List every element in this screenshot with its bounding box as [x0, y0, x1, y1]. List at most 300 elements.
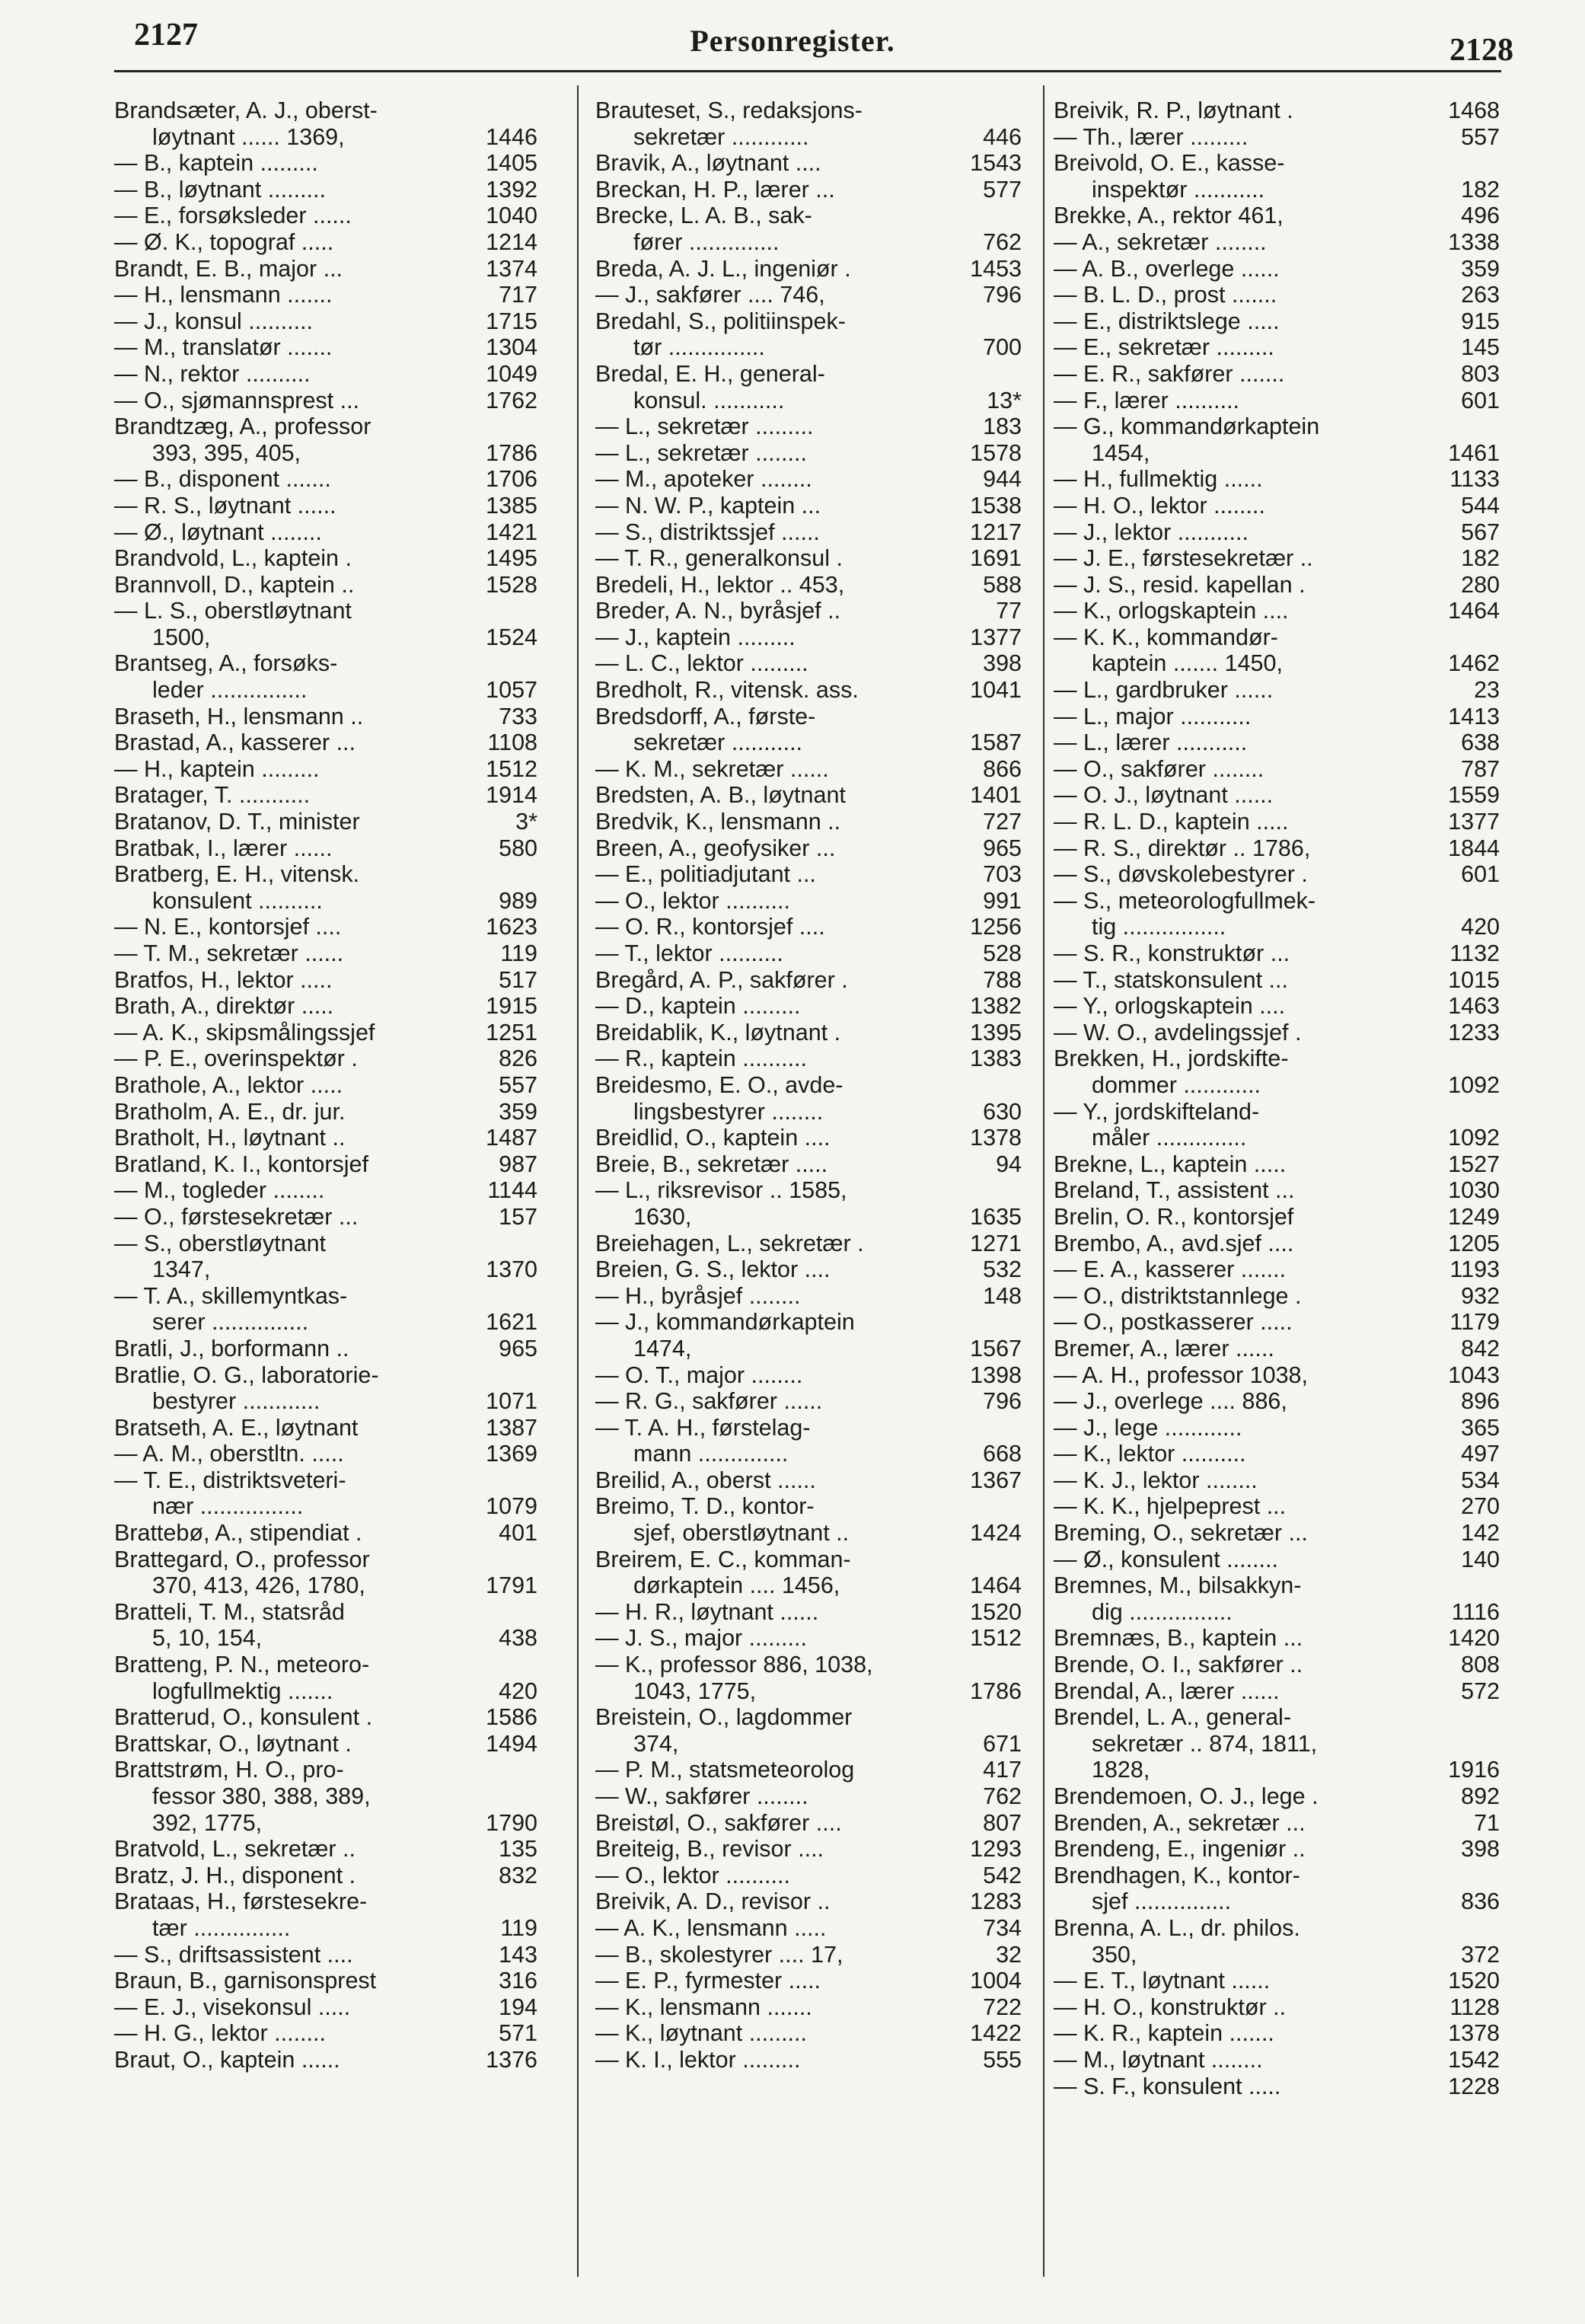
register-entry	[1054, 1204, 1500, 1231]
entry-name: Breidlid, O., kaptein ....	[595, 1125, 831, 1151]
register-entry	[1054, 1309, 1500, 1336]
page-reference: 1586	[483, 1704, 537, 1731]
entry-name: Brattegard, O., professor	[114, 1546, 370, 1572]
entry-name: Bredholt, R., vitensk. ass.	[595, 677, 859, 704]
page-reference: 1041	[967, 677, 1022, 704]
page-reference: 1283	[967, 1888, 1022, 1915]
entry-name: — T. E., distriktsveteri-	[114, 1467, 346, 1493]
register-entry	[114, 729, 537, 756]
entry-continuation: konsul. ...........	[633, 387, 785, 413]
register-entry	[595, 1283, 1022, 1310]
register-entry	[114, 1125, 537, 1151]
entry-name: — H., kaptein .........	[114, 755, 320, 782]
entry-name: Bratvold, L., sekretær ..	[114, 1836, 356, 1863]
entry-name: Bregård, A. P., sakfører .	[595, 966, 848, 993]
entry-name: — E., politiadjutant ...	[595, 861, 816, 888]
entry-name: — H., lensmann .......	[114, 282, 333, 308]
register-entry	[595, 308, 1022, 361]
page-reference: 1395	[967, 1020, 1022, 1046]
entry-name: Breilid, A., oberst ......	[595, 1467, 816, 1493]
page-reference: 1587	[967, 729, 1022, 756]
page-reference: 803	[1458, 361, 1500, 388]
entry-name: — S., oberstløytnant	[114, 1230, 326, 1256]
register-entry	[1054, 572, 1500, 599]
register-entry	[595, 1231, 1022, 1257]
page-reference: 1383	[967, 1045, 1022, 1072]
entry-name: — S., døvskolebestyrer .	[1054, 861, 1308, 888]
entry-name: Brath, A., direktør .....	[114, 993, 334, 1020]
entry-name: Bratbak, I., lærer ......	[114, 835, 333, 861]
entry-continuation: serer ...............	[152, 1309, 309, 1336]
register-entry	[1054, 2020, 1500, 2047]
page-reference: 915	[1458, 308, 1500, 335]
entry-continuation: bestyrer ............	[152, 1388, 321, 1415]
register-entry	[595, 1599, 1022, 1626]
entry-name: Brandtzæg, A., professor	[114, 413, 372, 440]
page-reference: 1040	[483, 203, 537, 229]
page-reference: 1374	[483, 256, 537, 283]
register-entry	[1054, 1678, 1500, 1705]
register-entry	[595, 1388, 1022, 1415]
entry-continuation: tær ...............	[152, 1914, 291, 1941]
page-reference: 668	[980, 1441, 1022, 1467]
register-entry	[114, 1520, 537, 1547]
register-entry	[114, 1020, 537, 1046]
page-reference: 1193	[1446, 1256, 1500, 1283]
entry-name: — B., skolestyrer .... 17,	[595, 1941, 844, 1968]
entry-continuation: 350,	[1092, 1941, 1137, 1968]
page-reference: 991	[980, 888, 1022, 915]
entry-name: — O. J., løytnant ......	[1054, 782, 1274, 809]
page-reference: 1079	[483, 1493, 537, 1520]
register-entry	[1054, 1467, 1500, 1494]
entry-name: Breirem, E. C., komman-	[595, 1546, 851, 1572]
page-reference: 32	[993, 1942, 1022, 1968]
page-reference: 1691	[967, 545, 1022, 572]
page-reference: 1377	[1445, 809, 1500, 835]
page-reference: 965	[496, 1336, 537, 1362]
entry-name: — A. B., overlege ......	[1054, 255, 1280, 282]
entry-name: Breidablik, K., løytnant .	[595, 1019, 841, 1045]
page-reference: 398	[1458, 1836, 1500, 1863]
entry-name: — O., postkasserer .....	[1054, 1309, 1293, 1336]
page-reference: 1367	[967, 1467, 1022, 1494]
entry-name: Breland, T., assistent ...	[1054, 1177, 1295, 1204]
entry-continuation: 1043, 1775,	[633, 1678, 757, 1704]
page-reference: 1528	[483, 572, 537, 599]
page-reference: 1398	[967, 1362, 1022, 1389]
page-reference: 534	[1458, 1467, 1500, 1494]
entry-name: Bremer, A., lærer ......	[1054, 1335, 1274, 1362]
register-entry	[114, 466, 537, 493]
register-entry	[595, 1072, 1022, 1125]
page-reference: 1524	[483, 624, 537, 651]
entry-name: — O., førstesekretær ...	[114, 1203, 359, 1230]
register-entry	[595, 1863, 1022, 1889]
entry-name: Breistein, O., lagdommer	[595, 1704, 853, 1731]
page-reference: 601	[1458, 388, 1500, 414]
entry-name: Brastad, A., kasserer ...	[114, 729, 356, 756]
register-entry	[114, 1362, 537, 1415]
entry-name: Brenna, A. L., dr. philos.	[1054, 1914, 1300, 1941]
entry-name: — M., translatør .......	[114, 334, 333, 361]
register-entry	[114, 809, 537, 835]
page-reference: 1543	[967, 150, 1022, 177]
register-entry	[1054, 361, 1500, 388]
page-reference: 23	[1471, 677, 1500, 704]
register-entry	[114, 1731, 537, 1757]
entry-name: — H. G., lektor ........	[114, 2020, 326, 2047]
register-entry	[114, 150, 537, 177]
entry-name: Brantseg, A., forsøks-	[114, 650, 338, 677]
page-reference: 1382	[967, 993, 1022, 1020]
page-reference: 896	[1458, 1388, 1500, 1415]
entry-name: — K. K., hjelpeprest ...	[1054, 1493, 1287, 1520]
page-reference: 182	[1458, 545, 1500, 572]
entry-name: — O., distriktstannlege .	[1054, 1282, 1302, 1309]
entry-continuation: 370, 413, 426, 1780,	[152, 1572, 365, 1599]
page-reference: 446	[980, 124, 1022, 151]
register-entry	[1054, 1863, 1500, 1915]
page-reference: 1293	[967, 1836, 1022, 1863]
register-entry	[595, 1783, 1022, 1810]
register-entry	[114, 1204, 537, 1231]
entry-name: — J. E., førstesekretær ..	[1054, 545, 1313, 572]
register-entry	[114, 1177, 537, 1204]
register-entry	[1054, 782, 1500, 809]
entry-name: Brandvold, L., kaptein .	[114, 545, 352, 572]
entry-name: — E. A., kasserer .......	[1054, 1256, 1287, 1283]
header-rule	[114, 70, 1501, 72]
page-reference: 1217	[967, 519, 1022, 546]
entry-name: Brende, O. I., sakfører ..	[1054, 1652, 1303, 1678]
page-reference: 944	[980, 466, 1022, 493]
page-reference: 544	[1458, 493, 1500, 519]
entry-name: — J., kommandørkaptein	[595, 1309, 855, 1336]
entry-name: — T. A., skillemyntkas-	[114, 1282, 348, 1309]
page-reference: 572	[1458, 1678, 1500, 1705]
page-reference: 787	[1458, 756, 1500, 783]
page-reference: 496	[1458, 203, 1500, 229]
entry-name: Brandsæter, A. J., oberst-	[114, 97, 378, 123]
register-entry	[114, 1888, 537, 1941]
entry-name: Breen, A., geofysiker ...	[595, 835, 836, 861]
page-reference: 1256	[967, 914, 1022, 940]
entry-name: — D., kaptein .........	[595, 993, 801, 1020]
page-reference: 1635	[967, 1204, 1022, 1231]
entry-name: Bratz, J. H., disponent .	[114, 1862, 356, 1888]
entry-name: — E., forsøksleder ......	[114, 203, 352, 229]
page-reference: 183	[980, 413, 1022, 440]
register-entry	[114, 704, 537, 730]
entry-name: — E., distriktslege .....	[1054, 308, 1280, 334]
entry-name: Brendhagen, K., kontor-	[1054, 1862, 1300, 1888]
register-entry	[1054, 1099, 1500, 1151]
register-column-1	[114, 97, 537, 2073]
register-entry	[595, 1625, 1022, 1652]
register-entry	[595, 1125, 1022, 1151]
page-reference: 1251	[483, 1020, 537, 1046]
entry-name: — L., gardbruker ......	[1054, 677, 1274, 704]
page-reference: 270	[1458, 1493, 1500, 1520]
page-reference: 965	[980, 835, 1022, 862]
page-reference: 71	[1471, 1810, 1500, 1837]
entry-name: — J., overlege .... 886,	[1054, 1388, 1287, 1415]
page-reference: 1422	[967, 2020, 1022, 2047]
page-reference: 1512	[967, 1625, 1022, 1652]
register-entry	[595, 704, 1022, 756]
page-reference: 1144	[484, 1177, 537, 1204]
entry-name: Breimo, T. D., kontor-	[595, 1493, 815, 1520]
page-reference: 398	[980, 650, 1022, 677]
page-reference: 671	[980, 1731, 1022, 1757]
register-entry	[595, 150, 1022, 177]
page-reference: 1030	[1445, 1177, 1500, 1204]
register-entry	[1054, 1783, 1500, 1810]
register-entry	[114, 1836, 537, 1863]
register-entry	[595, 1757, 1022, 1783]
page-reference: 1116	[1449, 1599, 1500, 1626]
entry-name: — O. T., major ........	[595, 1362, 803, 1388]
entry-continuation: kaptein ....... 1450,	[1092, 650, 1283, 677]
register-entry	[595, 545, 1022, 572]
entry-continuation: nær ................	[152, 1493, 304, 1520]
page-reference: 194	[496, 1994, 537, 2021]
register-entry	[114, 545, 537, 572]
page-reference: 1385	[483, 493, 537, 519]
register-entry	[595, 782, 1022, 809]
entry-name: — K., løytnant .........	[595, 2020, 807, 2047]
entry-name: — J., kaptein .........	[595, 624, 796, 650]
entry-name: — N. E., kontorsjef ....	[114, 914, 342, 940]
register-entry	[1054, 1968, 1500, 1994]
register-entry	[595, 2047, 1022, 2073]
page-reference: 1057	[483, 677, 537, 704]
page-reference: 1464	[1445, 598, 1500, 624]
register-entry	[595, 1652, 1022, 1704]
entry-name: Breder, A. N., byråsjef ..	[595, 598, 841, 624]
register-entry	[595, 413, 1022, 440]
entry-name: Brenden, A., sekretær ...	[1054, 1809, 1306, 1836]
entry-continuation: måler ..............	[1092, 1125, 1247, 1151]
entry-name: Bratseth, A. E., løytnant	[114, 1414, 359, 1441]
register-entry	[1054, 1704, 1500, 1757]
page-reference: 1715	[483, 308, 537, 335]
page-reference: 1916	[1445, 1757, 1500, 1783]
page-reference: 1377	[967, 624, 1022, 651]
entry-name: — P. M., statsmeteorolog	[595, 1757, 855, 1783]
register-entry	[1054, 1493, 1500, 1520]
register-entry	[114, 1441, 537, 1467]
page-reference: 703	[980, 861, 1022, 888]
register-entry	[1054, 861, 1500, 888]
page-reference: 577	[980, 177, 1022, 203]
register-entry	[114, 1968, 537, 1994]
entry-name: Bredsten, A. B., løytnant	[595, 782, 846, 809]
entry-name: Bratterud, O., konsulent .	[114, 1704, 373, 1731]
register-entry	[595, 1309, 1022, 1362]
entry-name: Bredeli, H., lektor .. 453,	[595, 571, 845, 598]
entry-continuation: sekretær .. 874, 1811,	[1092, 1730, 1318, 1757]
register-entry	[595, 203, 1022, 255]
page-reference: 365	[1458, 1415, 1500, 1441]
register-entry	[114, 756, 537, 783]
entry-name: — S., meteorologfullmek-	[1054, 887, 1316, 914]
page-reference: 140	[1458, 1547, 1500, 1573]
register-entry	[114, 993, 537, 1020]
register-entry	[1054, 993, 1500, 1020]
register-entry	[595, 572, 1022, 599]
page-reference: 1578	[967, 440, 1022, 467]
page-number-left: 2127	[134, 18, 198, 53]
entry-continuation: dig ................	[1092, 1598, 1233, 1625]
page-reference: 557	[496, 1072, 537, 1099]
entry-name: Bratland, K. I., kontorsjef	[114, 1151, 368, 1177]
page-reference: 571	[496, 2020, 537, 2047]
page-reference: 601	[1458, 861, 1500, 888]
entry-name: — K., lektor ..........	[1054, 1441, 1246, 1467]
entry-name: Breidesmo, E. O., avde-	[595, 1071, 844, 1098]
entry-name: Breda, A. J. L., ingeniør .	[595, 255, 851, 282]
register-entry	[114, 835, 537, 862]
register-entry	[1054, 598, 1500, 624]
register-entry	[114, 1547, 537, 1599]
entry-name: — Y., jordskifteland-	[1054, 1098, 1260, 1125]
register-entry	[1054, 1388, 1500, 1415]
entry-continuation: 392, 1775,	[152, 1809, 263, 1836]
register-entry	[114, 1072, 537, 1099]
register-entry	[114, 229, 537, 256]
entry-continuation: 1454,	[1092, 439, 1150, 466]
page-reference: 420	[1458, 914, 1500, 940]
register-entry	[114, 519, 537, 546]
register-entry	[595, 1177, 1022, 1230]
entry-name: — R. S., løytnant ......	[114, 492, 336, 519]
register-entry	[1054, 413, 1500, 466]
entry-name: — O., lektor ..........	[595, 887, 790, 914]
entry-name: Brembo, A., avd.sjef ....	[1054, 1230, 1294, 1256]
register-entry	[1054, 704, 1500, 730]
page-reference: 1338	[1445, 229, 1500, 256]
register-entry	[114, 1599, 537, 1652]
page-reference: 182	[1458, 177, 1500, 203]
entry-name: — R. G., sakfører ......	[595, 1388, 823, 1415]
entry-continuation: sjef, oberstløytnant ..	[633, 1520, 850, 1547]
entry-name: — A. K., skipsmålingssjef	[114, 1019, 375, 1045]
page-number-right: 2128	[1449, 33, 1513, 68]
register-entry	[595, 1467, 1022, 1494]
page-reference: 932	[1458, 1283, 1500, 1310]
entry-name: Breivold, O. E., kasse-	[1054, 150, 1285, 177]
entry-name: — H., fullmektig ......	[1054, 466, 1263, 493]
register-entry	[595, 967, 1022, 994]
register-entry	[1054, 2073, 1500, 2100]
page-reference: 1914	[483, 782, 537, 809]
register-entry	[1054, 1572, 1500, 1625]
entry-name: — W. O., avdelingssjef .	[1054, 1019, 1302, 1045]
entry-name: — B., kaptein .........	[114, 150, 318, 177]
entry-name: — P. E., overinspektør .	[114, 1045, 358, 1072]
page-reference: 1228	[1445, 2073, 1500, 2100]
page-reference: 836	[1458, 1888, 1500, 1915]
page-reference: 532	[980, 1256, 1022, 1283]
register-entry	[1054, 545, 1500, 572]
page-reference: 3*	[512, 809, 537, 835]
page-reference: 1233	[1445, 1020, 1500, 1046]
page-reference: 1392	[483, 177, 537, 203]
register-entry	[1054, 493, 1500, 519]
register-entry	[114, 1283, 537, 1336]
register-entry	[595, 440, 1022, 467]
entry-name: — N., rektor ..........	[114, 360, 311, 387]
register-entry	[114, 1151, 537, 1178]
page-reference: 557	[1458, 124, 1500, 151]
register-entry	[1054, 124, 1500, 151]
entry-name: — O., sjømannsprest ...	[114, 387, 360, 413]
page-reference: 1015	[1445, 967, 1500, 994]
register-entry	[1054, 1336, 1500, 1362]
register-entry	[1054, 1441, 1500, 1467]
entry-continuation: 1500,	[152, 624, 211, 650]
page-reference: 1487	[483, 1125, 537, 1151]
page-reference: 1092	[1445, 1072, 1500, 1099]
entry-name: — T., statskonsulent ...	[1054, 966, 1288, 993]
entry-continuation: konsulent ..........	[152, 887, 323, 914]
page-reference: 1446	[483, 124, 537, 151]
register-entry	[114, 650, 537, 703]
entry-name: Braut, O., kaptein ......	[114, 2046, 340, 2073]
entry-name: — R. L. D., kaptein .....	[1054, 809, 1289, 835]
entry-name: — B. L. D., prost .......	[1054, 282, 1277, 308]
entry-name: Brataas, H., førstesekre-	[114, 1888, 368, 1915]
page-reference: 148	[980, 1283, 1022, 1310]
register-entry	[595, 650, 1022, 677]
entry-name: Bratberg, E. H., vitensk.	[114, 861, 360, 888]
entry-name: Brekke, A., rektor 461,	[1054, 203, 1284, 229]
register-entry	[595, 940, 1022, 967]
entry-name: Bratlie, O. G., laboratorie-	[114, 1362, 379, 1388]
entry-name: — L., lærer ...........	[1054, 729, 1248, 756]
page-reference: 1844	[1445, 835, 1500, 862]
page-reference: 808	[1458, 1652, 1500, 1678]
register-entry	[595, 1942, 1022, 1968]
entry-name: — T. R., generalkonsul .	[595, 545, 843, 572]
entry-name: — K., lensmann .......	[595, 1994, 812, 2020]
register-entry	[595, 493, 1022, 519]
register-entry	[595, 861, 1022, 888]
entry-name: Breivik, R. P., løytnant .	[1054, 97, 1293, 123]
entry-name: — L., riksrevisor .. 1585,	[595, 1177, 847, 1204]
page-reference: 143	[496, 1942, 537, 1968]
register-entry	[1054, 940, 1500, 967]
register-entry	[1054, 1177, 1500, 1204]
entry-name: Bratholm, A. E., dr. jur.	[114, 1098, 346, 1125]
page-reference: 733	[496, 704, 537, 730]
register-entry	[595, 1704, 1022, 1757]
page-reference: 1621	[483, 1309, 537, 1336]
page-reference: 807	[980, 1810, 1022, 1837]
register-entry	[114, 97, 537, 150]
entry-name: — T. A. H., førstelag-	[595, 1414, 811, 1441]
register-entry	[595, 519, 1022, 546]
register-entry	[595, 1836, 1022, 1863]
register-entry	[114, 1336, 537, 1362]
register-column-3	[1054, 97, 1500, 2099]
entry-name: Brattskar, O., løytnant .	[114, 1730, 352, 1757]
register-entry	[595, 1968, 1022, 1994]
register-entry	[1054, 1757, 1500, 1783]
register-entry	[1054, 1231, 1500, 1257]
